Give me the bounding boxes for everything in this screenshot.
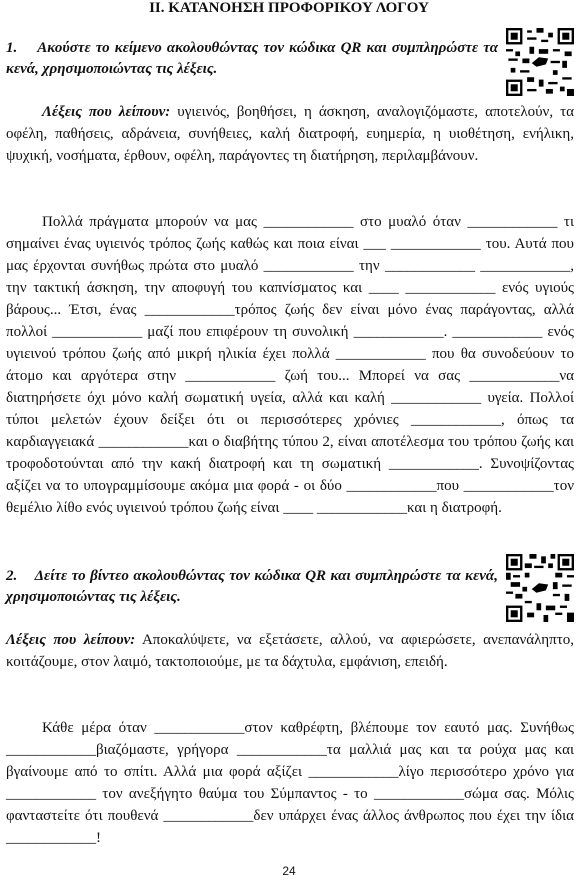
exercise-2-paragraph bbox=[6, 717, 574, 849]
exercise-2-instruction bbox=[6, 566, 498, 608]
exercise-1-number: 1. bbox=[6, 40, 18, 56]
exercise-2-number: 2. bbox=[6, 568, 18, 584]
exercise-2-text: Κάθε μέρα όταν ____________στον καθρέφτη, βλέπουμε τον εαυτό μας. Συνήθως ____________βιαζόμαστε, γρήγορα ____________τα μαλλιά μας και τα ρούχα μας και βγαίνουμε από το σπίτι. Αλλά μια φορά αξίζει ____________λίγο περισσότερο χρόνο για ____________ τον ανεξήγητο θαύμα του Σύμπαντος - το ____________σώμα σας. Μόλις φανταστείτε ότι πουθενά ____________δεν υπάρχει ένας άλλος άνθρωπος που έχει την ίδια ____________! bbox=[6, 720, 574, 846]
page-number: 24 bbox=[282, 864, 296, 878]
exercise-1-words: υγιεινός, βοηθήσει, η άσκηση, αναλογιζόμαστε, αποτελούν, τα οφέλη, παθήσεις, αδράνεια, συνήθειες, καλή διατροφή, ευημερία, η υιοθέτηση, ενήλικη, ψυχική, νοσήματα, έρθουν, οφέλη, παράγοντες τη διατήρηση, περιλαμβάνουν. bbox=[6, 104, 574, 164]
exercise-1-word-bank bbox=[6, 101, 574, 167]
exercise-2-word-bank bbox=[6, 629, 574, 673]
exercise-1-instruction-text: Ακούστε το κείμενο ακολουθώντας τον κώδικα QR και συμπληρώστε τα κενά, χρησιμοποιώντας τις λέξεις. bbox=[6, 40, 498, 77]
exercise-2-instruction-text: Δείτε το βίντεο ακολουθώντας τον κώδικα QR και συμπληρώστε τα κενά, χρησιμοποιώντας τις λέξεις. bbox=[6, 568, 498, 605]
section-title: ΙΙ. ΚΑΤΑΝΟΗΣΗ ΠΡΟΦΟΡΙΚΟΥ ΛΟΓΟΥ bbox=[149, 0, 429, 16]
qr-code-2-icon bbox=[506, 554, 574, 622]
exercise-1-text: Πολλά πράγματα μπορούν να μας ____________ στο μυαλό όταν ____________ τι σημαίνει ένας υγιεινός τρόπος ζωής καθώς και ποια είναι ___ ____________ του. Αυτά που μας έρχονται συνήθως πρώτα στο μυαλό ____________ την ____________ ____________, την τακτική άσκηση, την αποφυγή του καπνίσματος και ____ ____________ ενός υγιούς βάρους... Έτσι, ένας ____________τρόπος ζωής δεν είναι μόνο ένας παράγοντας, αλλά πολλοί ____________ μαζί που επιφέρουν τη συνολική ____________. ____________ ενός υγιεινού τρόπου ζωής από μικρή ηλικία έχει πολλά ____________ που θα συνοδεύουν το άτομο και αργότερα στην ____________ ζωή του... Μπορεί να σας ____________να διατηρήσετε όχι μόνο καλή σωματική υγεία, αλλά και καλή ____________ υγεία. Πολλοί τύποι μελετών έχουν δείξει ότι οι περισσότερες χρόνιες ____________, όπως τα καρδιαγγειακά ____________και ο διαβήτης τύπου 2, είναι αποτέλεσμα του τρόπου ζωής και τροφοδοτούνται από την κακή διατροφή και τη σωματική ____________. Συνοψίζοντας αξίζει να το υπογραμμίσουμε ακόμα μια φορά - οι δύο ____________που ____________τον θεμέλιο λίθο ενός υγιεινού τρόπου ζωής είναι ____ ____________και η διατροφή. bbox=[6, 214, 574, 516]
exercise-2-words-label: Λέξεις που λείπουν: bbox=[6, 632, 136, 648]
exercise-1-instruction bbox=[6, 38, 498, 80]
exercise-1-words-label: Λέξεις που λείπουν: bbox=[42, 104, 171, 120]
exercise-1-paragraph bbox=[6, 211, 574, 519]
exercise-2-words: Αποκαλύψετε, να εξετάσετε, αλλού, να αφιερώσετε, ανεπανάληπτο, κοιτάζουμε, στον λαιμό, τακτοποιούμε, με τα δάχτυλα, εμφάνιση, επειδή. bbox=[6, 632, 574, 670]
qr-code-1-icon bbox=[506, 28, 574, 96]
